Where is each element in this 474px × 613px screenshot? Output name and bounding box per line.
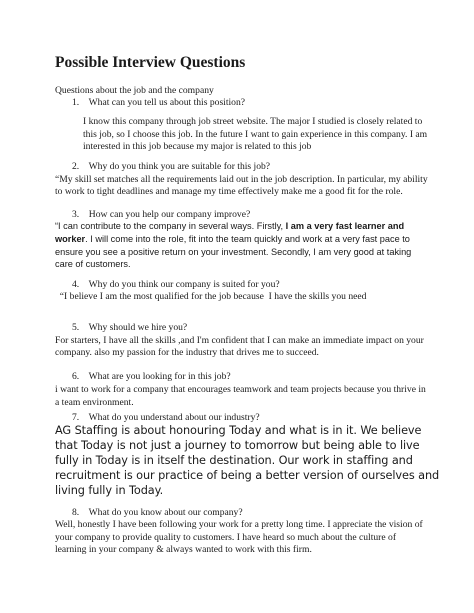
question-2: 2. Why do you think you are suitable for this job? (72, 161, 271, 172)
question-7: 7. What do you understand about our industry? (72, 412, 260, 423)
answer-1-line-2: this job, so I choose this job. In the future I want to gain experience in this company. I am (83, 129, 428, 140)
answer-3-line-3: ensure you see a positive return on your investment. Secondly, I am very good at taking (55, 247, 412, 257)
answer-3-line-2 (55, 233, 410, 246)
answer-7-line-2: that Today is not just a journey to tomorrow but being able to live (55, 439, 420, 452)
answer-8-line-2: your company to provide quality to customers. I have heard so much about the culture of (55, 532, 397, 543)
page-title: Possible Interview Questions (55, 54, 246, 71)
answer-7-line-4: recruitment is our practice of being a better version of ourselves and (55, 469, 440, 482)
answer-8-line-3: learning in your company & always wanted to work with this firm. (55, 544, 312, 555)
answer-3-line-1-text: “I can contribute to the company in several ways. Firstly, (55, 221, 286, 231)
answer-8-line-1: Well, honestly I have been following your work for a pretty long time. I appreciate the vision of (55, 519, 423, 530)
intro-text: Questions about the job and the company (55, 85, 214, 96)
question-4: 4. Why do you think our company is suited for you? (72, 279, 280, 290)
answer-3-line-1 (55, 220, 404, 233)
answer-3-bold-phrase: I am a very fast learner and (285, 221, 405, 231)
answer-6-line-2: a team environment. (55, 397, 134, 408)
answer-2-line-1: “My skill set matches all the requirements laid out in the job description. In particular, my ability (55, 174, 428, 185)
answer-3-line-4: care of customers. (55, 259, 131, 269)
answer-7-line-1: AG Staffing is about honouring Today and what is in it. We believe (55, 424, 422, 437)
answer-3-bold-word: worker (55, 234, 86, 244)
answer-5-line-2: company. also my passion for the industry that drives me to succeed. (55, 347, 319, 358)
answer-6-line-1: i want to work for a company that encourages teamwork and team projects because you thrive in (55, 384, 426, 395)
answer-1-line-1: I know this company through job street website. The major I studied is closely related to (83, 116, 423, 127)
answer-1-line-3: interested in this job because my major is related to this job (83, 141, 312, 152)
answer-4: “I believe I am the most qualified for the job because I have the skills you need (55, 291, 367, 302)
answer-5-line-1: For starters, I have all the skills ,and I'm confident that I can make an immediate impact on your (55, 335, 424, 346)
answer-3-line-2-text: . I will come into the role, fit into the team quickly and work at a very fast pace to (85, 234, 410, 244)
question-5: 5. Why should we hire you? (72, 322, 188, 333)
answer-7-line-5: living fully in Today. (55, 484, 164, 497)
question-1: 1. What can you tell us about this position? (72, 97, 246, 108)
answer-7-line-3: fully in Today is in itself the destination. Our work in staffing and (55, 454, 413, 467)
question-6: 6. What are you looking for in this job? (72, 371, 231, 382)
answer-2-line-2: to work to tight deadlines and manage my time effectively make me a good fit for the role. (55, 186, 403, 197)
question-3: 3. How can you help our company improve? (72, 209, 251, 220)
question-8: 8. What do you know about our company? (72, 507, 243, 518)
